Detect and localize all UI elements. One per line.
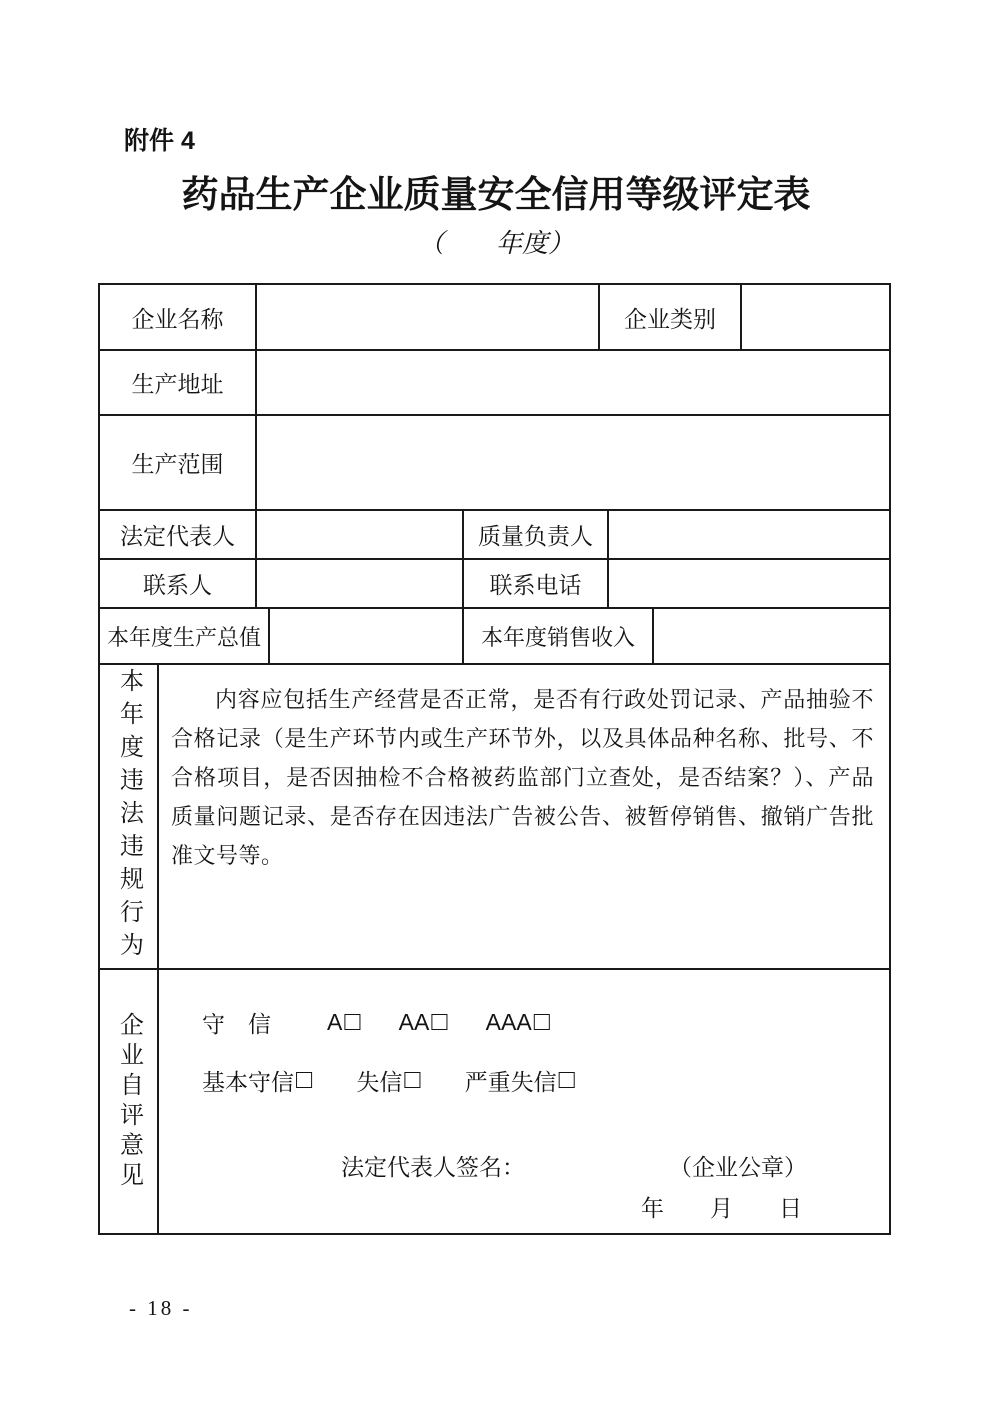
annual-output-label-cell xyxy=(100,609,268,663)
legal-representative-label: 法定代表人 xyxy=(120,524,235,549)
annual-output-value-cell xyxy=(268,609,462,663)
production-address-label: 生产地址 xyxy=(131,372,224,397)
legal-representative-value-cell xyxy=(255,511,462,558)
untrustworthy-grades-line xyxy=(202,1064,889,1097)
company-name-value-cell xyxy=(255,285,598,349)
company-seal-label: （企业公章） xyxy=(669,1155,807,1180)
row-production-scope xyxy=(100,414,889,509)
grade-a-option xyxy=(327,1006,361,1036)
company-category-label: 企业类别 xyxy=(624,306,716,332)
grade-aa-checkbox-icon: □ xyxy=(431,1006,448,1036)
untrustworthy-label: 失信 xyxy=(356,1070,403,1095)
grade-options xyxy=(327,1006,550,1036)
grade-aaa-checkbox-icon: □ xyxy=(533,1006,550,1036)
company-name-label: 企业名称 xyxy=(131,306,224,332)
basic-trustworthy-option xyxy=(202,1064,312,1097)
company-category-label-cell xyxy=(598,285,740,349)
production-scope-label: 生产范围 xyxy=(131,452,224,477)
contact-phone-label: 联系电话 xyxy=(489,573,582,598)
grade-aa-label: AA xyxy=(398,1009,430,1035)
annual-output-label: 本年度生产总值 xyxy=(106,624,261,650)
trustworthy-label: 守 信 xyxy=(202,1012,271,1037)
annual-sales-value-cell xyxy=(652,609,889,663)
contact-person-label-cell xyxy=(100,560,255,607)
basic-trustworthy-label: 基本守信 xyxy=(202,1070,294,1095)
production-scope-label-cell xyxy=(100,416,255,509)
grade-aaa-option xyxy=(485,1006,550,1036)
grade-aaa-label: AAA xyxy=(485,1009,532,1035)
severely-untrustworthy-label: 严重失信 xyxy=(464,1070,557,1095)
quality-director-value-cell xyxy=(607,511,889,558)
self-evaluation-label: 企业自评意见 xyxy=(115,1011,142,1192)
basic-trustworthy-checkbox-icon: □ xyxy=(296,1064,313,1094)
contact-person-label: 联系人 xyxy=(143,573,212,598)
row-legal-representative xyxy=(100,509,889,558)
rating-form-table xyxy=(98,283,891,1235)
production-address-label-cell xyxy=(100,351,255,414)
violations-label-cell xyxy=(100,665,157,968)
untrustworthy-checkbox-icon: □ xyxy=(404,1064,421,1094)
company-category-value-cell xyxy=(740,285,889,349)
quality-director-label: 质量负责人 xyxy=(478,524,593,549)
signature-line xyxy=(341,1149,889,1182)
contact-phone-label-cell xyxy=(462,560,607,607)
row-violations xyxy=(100,663,889,968)
untrustworthy-option xyxy=(356,1064,420,1097)
grade-a-checkbox-icon: □ xyxy=(344,1006,361,1036)
violations-content-cell xyxy=(157,665,889,968)
annual-sales-label: 本年度销售收入 xyxy=(480,624,635,650)
production-address-value-cell xyxy=(255,351,889,414)
contact-person-value-cell xyxy=(255,560,462,607)
row-contact xyxy=(100,558,889,607)
date-line: 年 月 日 xyxy=(641,1196,802,1221)
quality-director-label-cell xyxy=(462,511,607,558)
annual-sales-label-cell xyxy=(462,609,652,663)
page-title: 药品生产企业质量安全信用等级评定表 xyxy=(181,174,811,215)
row-production-address xyxy=(100,349,889,414)
company-name-label-cell xyxy=(100,285,255,349)
row-company-name xyxy=(100,285,889,349)
legal-representative-label-cell xyxy=(100,511,255,558)
row-annual-figures xyxy=(100,607,889,663)
severely-untrustworthy-option xyxy=(465,1064,575,1097)
violations-label: 本年度违法违规行为 xyxy=(115,668,142,965)
violations-content: 内容应包括生产经营是否正常，是否有行政处罚记录、产品抽验不合格记录（是生产环节内或生产环节外，以及具体品种名称、批号、不合格项目，是否因抽检不合格被药监部门立查处，是否结案？）、产品质量问题记录、是否存在因违法广告被公告、被暂停销售、撤销广告批准文号等。 xyxy=(171,687,874,868)
page-number: - 18 - xyxy=(129,1296,193,1320)
severely-untrustworthy-checkbox-icon: □ xyxy=(558,1064,575,1094)
trustworthy-grades-line xyxy=(202,1006,889,1039)
grade-aa-option xyxy=(398,1006,448,1036)
contact-phone-value-cell xyxy=(607,560,889,607)
self-evaluation-content-cell xyxy=(157,970,889,1233)
row-self-evaluation xyxy=(100,968,889,1233)
year-subtitle: （ 年度） xyxy=(417,229,574,258)
self-evaluation-label-cell xyxy=(100,970,157,1233)
production-scope-value-cell xyxy=(255,416,889,509)
grade-a-label: A xyxy=(327,1009,343,1035)
attachment-label: 附件 4 xyxy=(124,127,195,155)
signature-label: 法定代表人签名： xyxy=(341,1155,525,1180)
